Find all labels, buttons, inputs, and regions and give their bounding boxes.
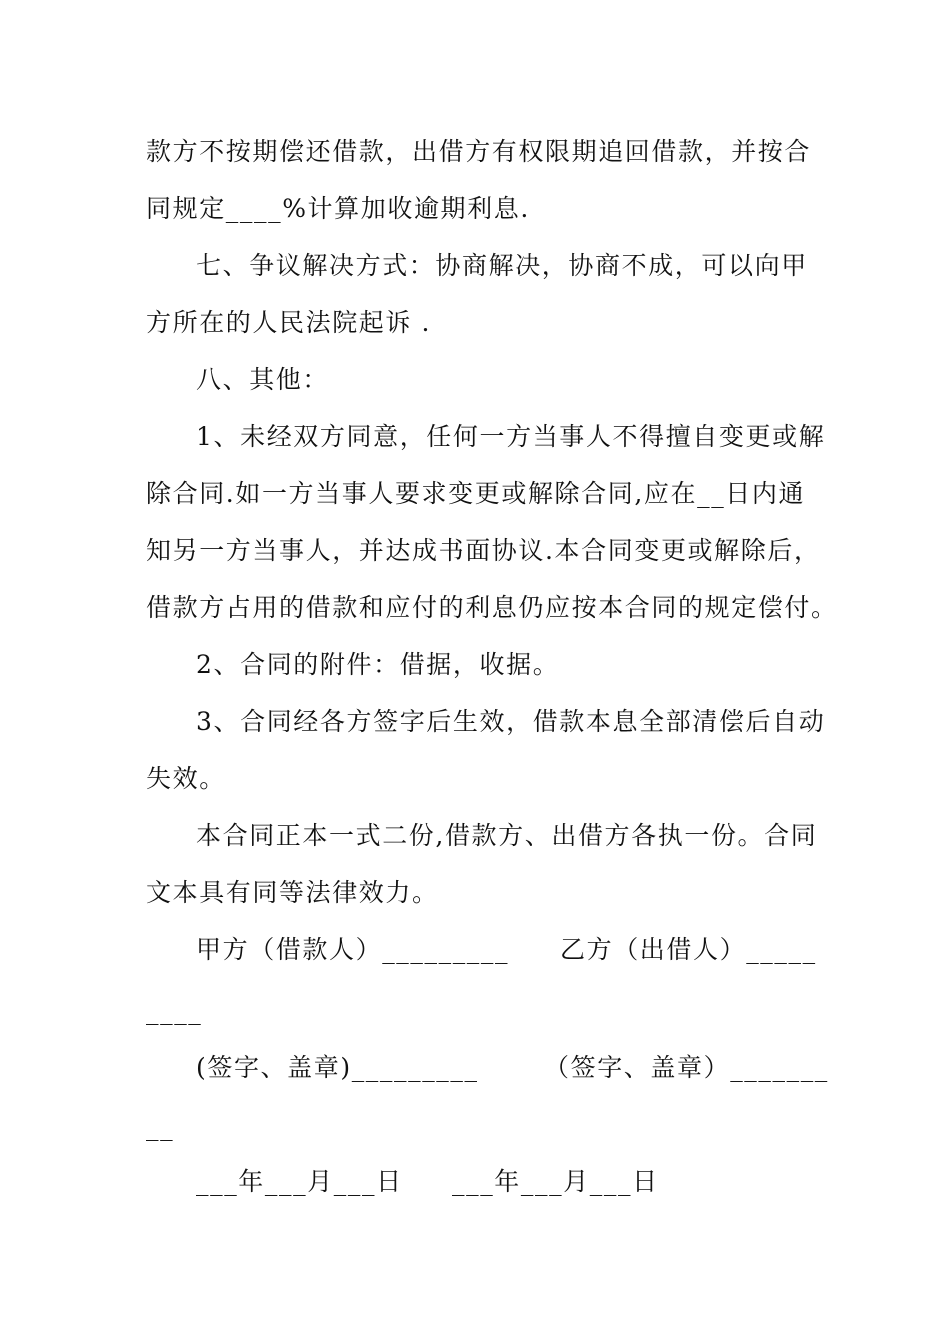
clause-8-item-2: 2、合同的附件：借据，收据。 [196,650,560,679]
body-line-9: 借款方占用的借款和应付的利息仍应按本合同的规定偿付。 [146,593,838,622]
clause-7-heading: 七、争议解决方式：协商解决，协商不成，可以向甲 [196,251,808,280]
clause-8-heading: 八、其他： [196,365,330,394]
party-a-signature: (签字、盖章)_________ [196,1053,479,1082]
body-line-7: 除合同.如一方当事人要求变更或解除合同,应在__日内通 [146,479,806,508]
party-b-signature-continued: __ [146,1112,175,1141]
body-line-8: 知另一方当事人，并达成书面协议.本合同变更或解除后， [146,536,821,565]
body-line-1: 款方不按期偿还借款，出借方有权限期追回借款，并按合 [146,137,812,166]
party-a-date: ___年___月___日 [196,1167,403,1196]
body-line-4: 方所在的人民法院起诉 . [146,308,432,337]
clause-8-item-1: 1、未经双方同意，任何一方当事人不得擅自变更或解 [196,422,826,451]
party-a-label: 甲方（借款人）_________ [196,935,510,964]
body-line-14: 文本具有同等法律效力。 [146,878,439,907]
party-b-label-continued: ____ [146,996,203,1025]
copies-clause: 本合同正本一式二份,借款方、出借方各执一份。合同 [196,821,818,850]
clause-8-item-3: 3、合同经各方签字后生效，借款本息全部清偿后自动 [196,707,826,736]
party-b-label: 乙方（出借人）_____ [560,935,817,964]
party-b-signature: （签字、盖章）_______ [544,1053,829,1082]
party-b-date: ___年___月___日 [452,1167,659,1196]
body-line-12: 失效。 [146,764,226,793]
body-line-2: 同规定____%计算加收逾期利息. [146,194,530,223]
